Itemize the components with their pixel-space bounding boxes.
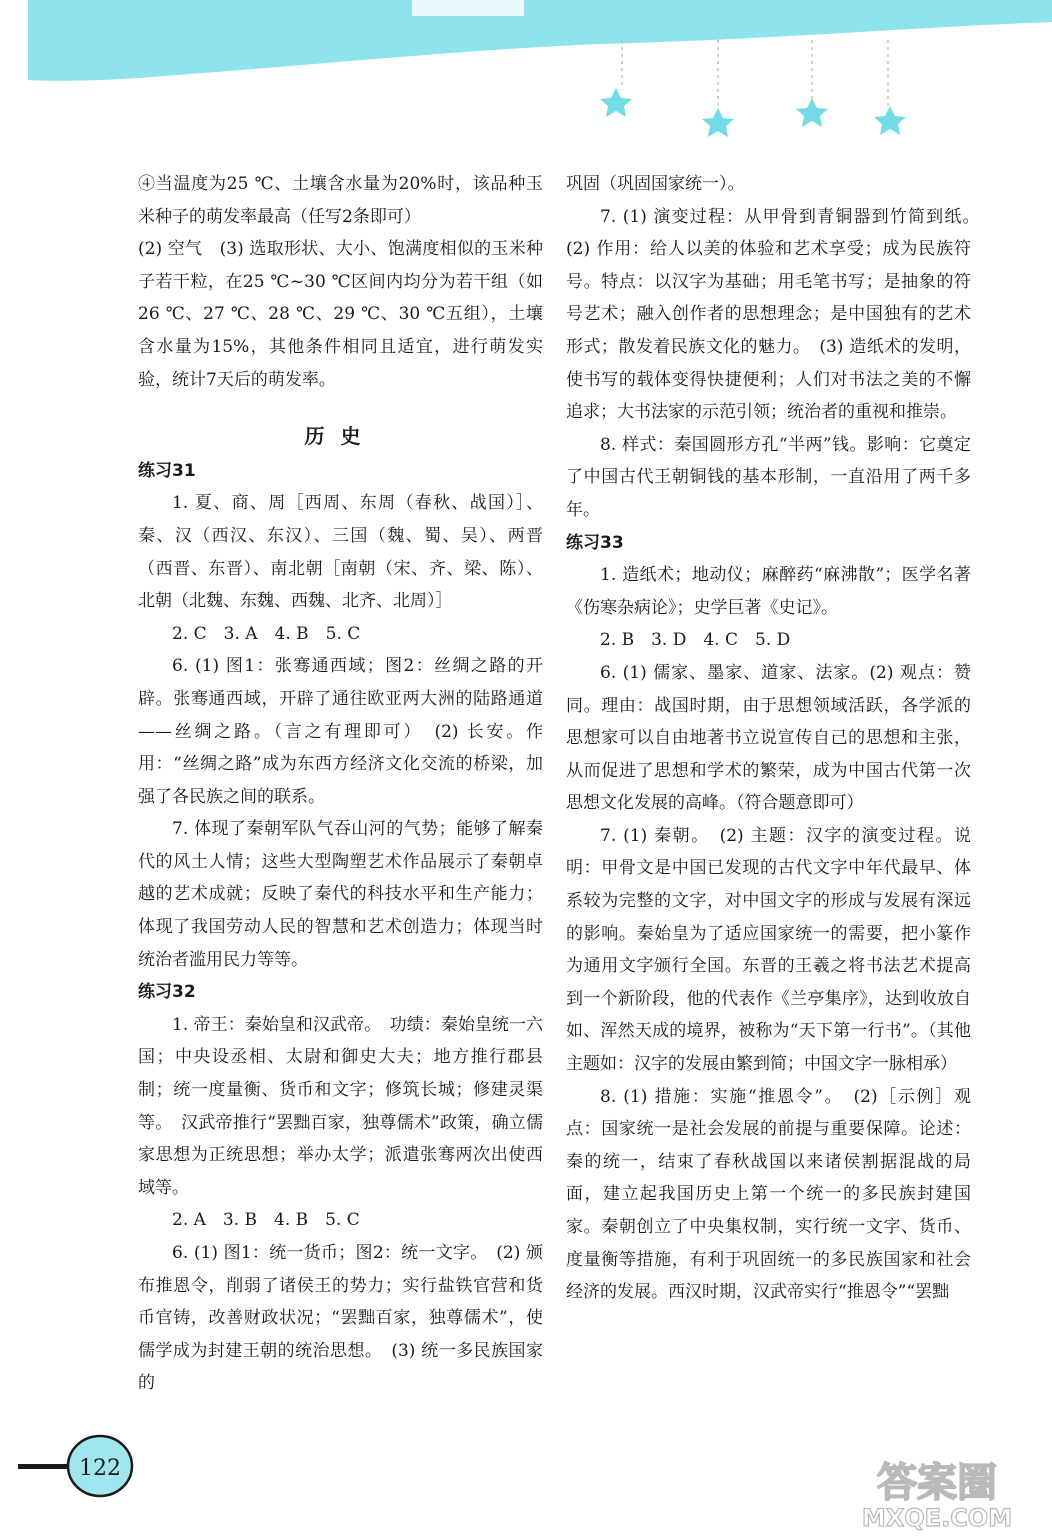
star-icon: [600, 88, 632, 117]
answer-paragraph: 2. B 3. D 4. C 5. D: [600, 630, 791, 651]
watermark-text: 答案圈: [877, 1460, 997, 1506]
answer-paragraph: ④当温度为25 ℃、土壤含水量为20%时，该品种玉米种子的萌发率最高（任写2条即可）: [138, 174, 543, 227]
answer-paragraph: 6. (1) 图1：张骞通西域；图2：丝绸之路的开辟。张骞通西域，开辟了通往欧亚两大洲的陆路通道——丝绸之路。（言之有理即可） (2) 长安。作用：“丝绸之路”成为东西方经济文化交流的桥梁，加强了各民族之间的联系。: [138, 656, 543, 807]
star-icon: [874, 106, 906, 135]
subject-heading: 历史: [304, 424, 377, 449]
answer-paragraph: 6. (1) 儒家、墨家、道家、法家。(2) 观点：赞同。理由：战国时期，由于思想领域活跃，各学派的思想家可以自由地著书立说宣传自己的思想和主张，从而促进了思想和学术的繁荣，成为中国古代第一次思想文化发展的高峰。（符合题意即可）: [566, 662, 971, 814]
page-number: 122: [79, 1456, 121, 1481]
header-banner: [0, 0, 1052, 140]
footer-bar: [18, 1464, 70, 1469]
star-icon: [796, 98, 828, 127]
answer-paragraph: 1. 造纸术；地动仪；麻醉药“麻沸散”；医学名著《伤寒杂病论》；史学巨著《史记》。: [566, 565, 971, 618]
right-column: [566, 168, 988, 1309]
banner-tab: [412, 0, 524, 16]
section-heading: 练习32: [138, 982, 196, 1003]
answer-paragraph: 1. 夏、商、周［西周、东周（春秋、战国）］、秦、汉（西汉、东汉）、三国（魏、蜀、吴）、两晋（西晋、东晋）、南北朝［南朝（宋、齐、梁、陈）、北朝（北魏、东魏、西魏、北齐、北周）］: [138, 493, 543, 612]
answer-paragraph: 2. C 3. A 4. B 5. C: [172, 623, 361, 644]
answer-paragraph: 7. (1) 秦朝。 (2) 主题：汉字的演变过程。说明：甲骨文是中国已发现的古代文字中年代最早、体系较为完整的文字，对中国文字的形成与发展有深远的影响。秦始皇为了适应国家统一的需要，把小篆作为通用文字颁行全国。东晋的王羲之将书法艺术提高到一个新阶段，他的代表作《兰亭集序》，达到收放自如、浑然天成的境界，被称为“天下第一行书”。（其他主题如：汉字的发展由繁到简；中国文字一脉相承）: [566, 825, 971, 1075]
answer-paragraph: 8. 样式：秦国圆形方孔“半两”钱。影响：它奠定了中国古代王朝铜钱的基本形制，一直沿用了两千多年。: [566, 434, 971, 520]
answer-paragraph: 6. (1) 图1：统一货币；图2：统一文字。 (2) 颁布推恩令，削弱了诸侯王的势力；实行盐铁官营和货币官铸，改善财政状况；“罢黜百家，独尊儒术”，使儒学成为封建王朝的统治思想。 (3) 统一多民族国家的: [138, 1243, 543, 1394]
answer-paragraph: 巩固（巩固国家统一）。: [566, 174, 745, 194]
section-heading: 练习31: [138, 460, 196, 481]
star-icon: [702, 108, 734, 137]
page-number-badge: [0, 1420, 170, 1500]
answer-paragraph: (2) 空气 (3) 选取形状、大小、饱满度相似的玉米种子若干粒，在25 ℃~30 ℃区间内均分为若干组（如26 ℃、27 ℃、28 ℃、29 ℃、30 ℃五组），土壤含水量为15%，其他条件相同且适宜，进行萌发实验，统计7天后的萌发率。: [138, 239, 543, 390]
banner-wave: [28, 0, 1052, 81]
answer-paragraph: 2. A 3. B 4. B 5. C: [172, 1210, 360, 1231]
left-column: [138, 168, 543, 1400]
answer-paragraph: 7. (1) 演变过程：从甲骨到青铜器到竹简到纸。 (2) 作用：给人以美的体验和艺术享受；成为民族符号。特点：以汉字为基础；用毛笔书写；是抽象的符号艺术；融入创作者的思想理念；是中国独有的艺术形式；散发着民族文化的魅力。 (3) 造纸术的发明，使书写的载体变得快捷便利；人们对书法之美的不懈追求；大书法家的示范引领；统治者的重视和推崇。: [566, 206, 988, 423]
answer-paragraph: 8. (1) 措施：实施“推恩令”。 (2)［示例］观点：国家统一是社会发展的前提与重要保障。论述：秦的统一，结束了春秋战国以来诸侯割据混战的局面，建立起我国历史上第一个统一的多民族封建国家。秦朝创立了中央集权制，实行统一文字、货币、度量衡等措施，有利于巩固统一的多民族国家和社会经济的发展。西汉时期，汉武帝实行“推恩令”“罢黜: [566, 1086, 971, 1303]
watermark-url: MXQE.COM: [861, 1504, 1013, 1532]
answer-paragraph: 7. 体现了秦朝军队气吞山河的气势；能够了解秦代的风土人情；这些大型陶塑艺术作品展示了秦朝卓越的艺术成就；反映了秦代的科技水平和生产能力；体现了我国劳动人民的智慧和艺术创造力；体现当时统治者滥用民力等等。: [138, 819, 543, 970]
answer-paragraph: 1. 帝王：秦始皇和汉武帝。 功绩：秦始皇统一六国；中央设丞相、太尉和御史大夫；地方推行郡县制；统一度量衡、货币和文字；修筑长城；修建灵渠等。 汉武帝推行“罢黜百家，独尊儒术”政策，确立儒家思想为正统思想；举办太学；派遣张骞两次出使西域等。: [138, 1014, 543, 1198]
section-heading: 练习33: [566, 532, 624, 553]
watermark-logo: [842, 1452, 1032, 1532]
